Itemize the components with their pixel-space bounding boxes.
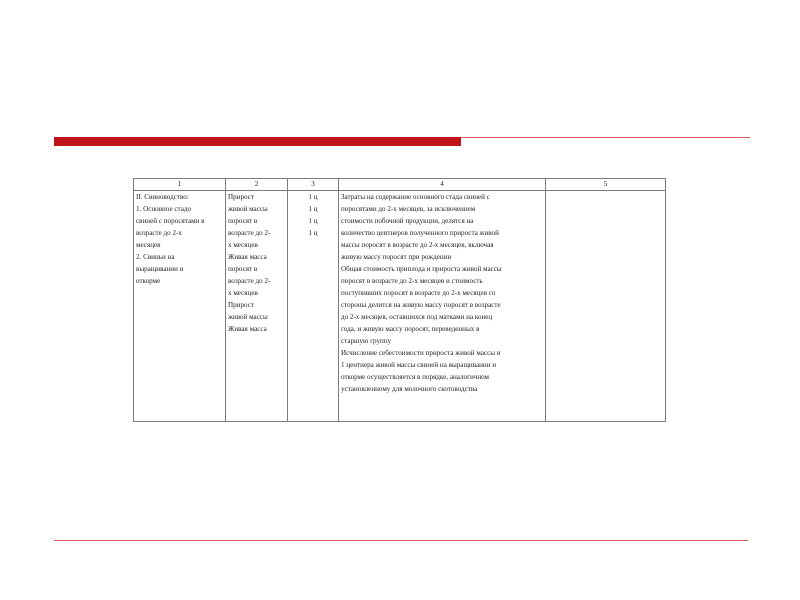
category-line: откорме [136, 277, 161, 285]
notes-cell [546, 191, 666, 422]
header-cell-5: 5 [546, 179, 666, 191]
table-header-row [134, 179, 666, 191]
product-line: Живая масса [228, 325, 267, 333]
method-line: количество центнеров полученного прироста живой [341, 229, 499, 237]
header-cell-4: 4 [339, 179, 546, 191]
unit-line: 1 ц [308, 229, 318, 237]
unit-line: 1 ц [308, 205, 318, 213]
method-line: поросят в возрасте до 2-х месяцев и стоимость [341, 277, 483, 285]
category-line: месяцев [136, 241, 161, 249]
method-cell [339, 191, 546, 422]
category-line: свиней с поросятами в [136, 217, 205, 225]
product-line: х месяцев [228, 289, 258, 297]
footer-divider-line [54, 540, 748, 541]
method-line: Общая стоимость приплода и прироста живой массы [341, 265, 502, 273]
header-cell-1: 1 [134, 179, 226, 191]
product-line: поросят в [228, 217, 258, 225]
product-line: х месяцев [228, 241, 258, 249]
product-line: живой массы [228, 313, 268, 321]
product-line: Прирост [228, 193, 254, 201]
method-line: установленному для молочного скотоводства [341, 385, 478, 393]
method-line: Затраты на содержание основного стада свиней с [341, 193, 490, 201]
table-row [134, 191, 666, 422]
method-line: живую массу поросят при рождении [341, 253, 452, 261]
category-cell [134, 191, 226, 422]
header-cell-3: 3 [288, 179, 339, 191]
unit-cell [288, 191, 339, 422]
method-line: года, и живую массу поросят, переведенных в [341, 325, 480, 333]
header-cell-2: 2 [226, 179, 288, 191]
method-line: стороны делится на живую массу поросят в возрасте [341, 301, 501, 309]
category-line: возрасте до 2-х [136, 229, 182, 237]
method-line: Исчисление себестоимости прироста живой массы и [341, 349, 501, 357]
method-line: поросятами до 2-х месяцев, за исключением [341, 205, 476, 213]
product-line: возрасте до 2- [228, 277, 271, 285]
method-line: старшую группу [341, 337, 392, 345]
unit-line: 1 ц [308, 217, 318, 225]
category-line: II. Свиноводство: [136, 193, 189, 201]
category-line: 1. Основное стадо [136, 205, 192, 213]
method-line: массы поросят в возрасте до 2-х месяцев, включая [341, 241, 494, 249]
cost-table [133, 178, 666, 422]
product-line: Живая масса [228, 253, 267, 261]
product-line: возрасте до 2- [228, 229, 271, 237]
product-line: живой массы [228, 205, 268, 213]
header-divider-line [461, 137, 750, 138]
header-red-bar [54, 137, 461, 146]
category-line: 2. Свиньи на [136, 253, 175, 261]
product-cell [226, 191, 288, 422]
method-line: 1 центнера живой массы свиней на выращивании и [341, 361, 497, 369]
category-line: выращивании и [136, 265, 184, 273]
method-line: откорме осуществляется в порядке, аналогичном [341, 373, 490, 381]
unit-line: 1 ц [308, 193, 318, 201]
method-line: до 2-х месяцев, оставшихся под матками на конец [341, 313, 493, 321]
product-line: поросят в [228, 265, 258, 273]
method-line: поступивших поросят в возрасте до 2-х месяцев со [341, 289, 496, 297]
method-line: стоимости побочной продукции, делятся на [341, 217, 474, 225]
product-line: Прирост [228, 301, 254, 309]
